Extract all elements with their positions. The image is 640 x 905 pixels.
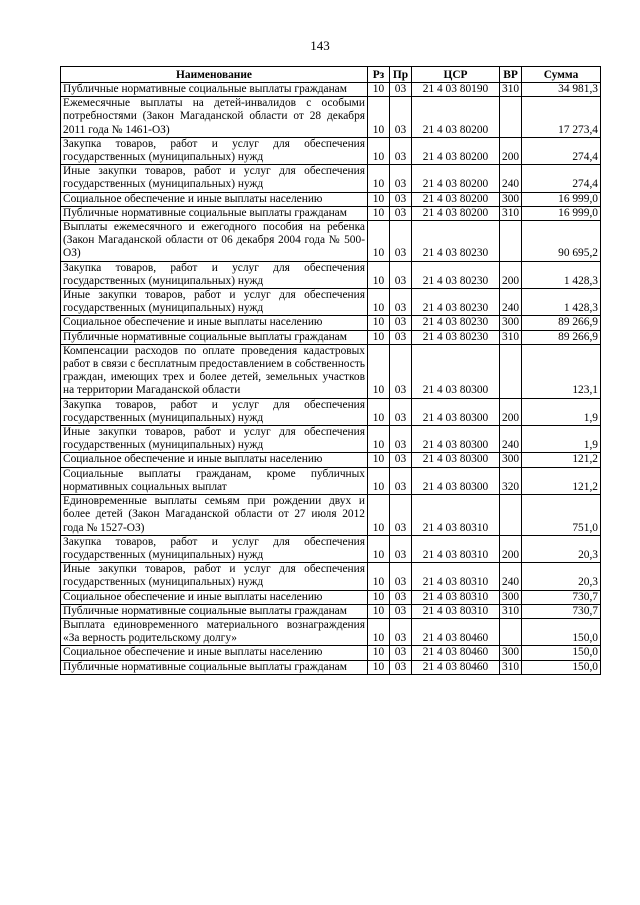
- cell-vr: 310: [500, 206, 522, 220]
- cell-vr: 310: [500, 660, 522, 674]
- cell-vr: 200: [500, 398, 522, 425]
- cell-sum: 90 695,2: [522, 221, 601, 262]
- header-sum: Сумма: [522, 67, 601, 83]
- cell-name: Иные закупки товаров, работ и услуг для обеспечения государственных (муниципальных) нужд: [61, 426, 368, 453]
- cell-pr: 03: [390, 660, 412, 674]
- cell-csr: 21 4 03 80310: [412, 590, 500, 604]
- cell-pr: 03: [390, 330, 412, 344]
- table-row: [61, 646, 601, 660]
- cell-name: Ежемесячные выплаты на детей-инвалидов с особыми потребностями (Закон Магаданской области от 28 декабря 2011 года № 1461-ОЗ): [61, 97, 368, 138]
- cell-csr: 21 4 03 80460: [412, 618, 500, 645]
- cell-rz: 10: [368, 453, 390, 467]
- cell-sum: 16 999,0: [522, 206, 601, 220]
- cell-name: Социальное обеспечение и иные выплаты населению: [61, 646, 368, 660]
- cell-vr: 320: [500, 467, 522, 494]
- cell-pr: 03: [390, 344, 412, 398]
- cell-name: Закупка товаров, работ и услуг для обеспечения государственных (муниципальных) нужд: [61, 137, 368, 164]
- cell-rz: 10: [368, 221, 390, 262]
- cell-name: Иные закупки товаров, работ и услуг для обеспечения государственных (муниципальных) нужд: [61, 289, 368, 316]
- cell-name: Единовременные выплаты семьям при рождении двух и более детей (Закон Магаданской области от 27 июля 2012 года № 1527-ОЗ): [61, 495, 368, 536]
- table-row: [61, 330, 601, 344]
- cell-name: Социальное обеспечение и иные выплаты населению: [61, 590, 368, 604]
- cell-sum: 1,9: [522, 398, 601, 425]
- cell-csr: 21 4 03 80190: [412, 83, 500, 97]
- cell-rz: 10: [368, 192, 390, 206]
- cell-vr: [500, 97, 522, 138]
- cell-vr: 240: [500, 426, 522, 453]
- cell-rz: 10: [368, 316, 390, 330]
- header-csr: ЦСР: [412, 67, 500, 83]
- table-row: [61, 316, 601, 330]
- cell-csr: 21 4 03 80230: [412, 261, 500, 288]
- cell-rz: 10: [368, 495, 390, 536]
- cell-pr: 03: [390, 83, 412, 97]
- cell-sum: 274,4: [522, 165, 601, 192]
- cell-csr: 21 4 03 80300: [412, 426, 500, 453]
- cell-pr: 03: [390, 316, 412, 330]
- cell-name: Закупка товаров, работ и услуг для обеспечения государственных (муниципальных) нужд: [61, 535, 368, 562]
- cell-vr: 310: [500, 83, 522, 97]
- table-row: [61, 563, 601, 590]
- cell-vr: [500, 618, 522, 645]
- cell-name: Выплата единовременного материального вознаграждения «За верность родительскому долгу»: [61, 618, 368, 645]
- cell-sum: 20,3: [522, 563, 601, 590]
- cell-pr: 03: [390, 590, 412, 604]
- cell-name: Компенсации расходов по оплате проведения кадастровых работ в связи с бесплатным предоставлением в собственность граждан, имеющих трех и более детей, земельных участков на территории Магаданской области: [61, 344, 368, 398]
- cell-pr: 03: [390, 535, 412, 562]
- cell-name: Выплаты ежемесячного и ежегодного пособия на ребенка (Закон Магаданской области от 06 декабря 2004 года № 500-ОЗ): [61, 221, 368, 262]
- table-row: [61, 535, 601, 562]
- cell-pr: 03: [390, 289, 412, 316]
- cell-rz: 10: [368, 206, 390, 220]
- table-row: [61, 192, 601, 206]
- cell-sum: 16 999,0: [522, 192, 601, 206]
- cell-sum: 20,3: [522, 535, 601, 562]
- cell-sum: 1 428,3: [522, 261, 601, 288]
- cell-sum: 751,0: [522, 495, 601, 536]
- cell-csr: 21 4 03 80300: [412, 453, 500, 467]
- cell-vr: 240: [500, 165, 522, 192]
- table-row: [61, 165, 601, 192]
- table-row: [61, 137, 601, 164]
- cell-csr: 21 4 03 80310: [412, 535, 500, 562]
- cell-pr: 03: [390, 467, 412, 494]
- cell-name: Публичные нормативные социальные выплаты гражданам: [61, 660, 368, 674]
- cell-name: Социальное обеспечение и иные выплаты населению: [61, 316, 368, 330]
- cell-csr: 21 4 03 80310: [412, 563, 500, 590]
- cell-csr: 21 4 03 80230: [412, 221, 500, 262]
- cell-pr: 03: [390, 453, 412, 467]
- cell-sum: 1,9: [522, 426, 601, 453]
- table-body: [61, 83, 601, 675]
- table-header-row: [61, 67, 601, 83]
- cell-name: Публичные нормативные социальные выплаты гражданам: [61, 206, 368, 220]
- cell-rz: 10: [368, 618, 390, 645]
- table-row: [61, 426, 601, 453]
- cell-pr: 03: [390, 137, 412, 164]
- cell-vr: 200: [500, 137, 522, 164]
- cell-rz: 10: [368, 97, 390, 138]
- cell-csr: 21 4 03 80200: [412, 165, 500, 192]
- cell-sum: 730,7: [522, 590, 601, 604]
- table-row: [61, 398, 601, 425]
- cell-rz: 10: [368, 398, 390, 425]
- table-row: [61, 289, 601, 316]
- cell-sum: 89 266,9: [522, 330, 601, 344]
- cell-vr: 200: [500, 261, 522, 288]
- budget-table: [60, 66, 601, 675]
- table-row: [61, 261, 601, 288]
- cell-name: Закупка товаров, работ и услуг для обеспечения государственных (муниципальных) нужд: [61, 398, 368, 425]
- cell-name: Социальное обеспечение и иные выплаты населению: [61, 453, 368, 467]
- cell-csr: 21 4 03 80230: [412, 316, 500, 330]
- header-name: Наименование: [61, 67, 368, 83]
- cell-sum: 34 981,3: [522, 83, 601, 97]
- table-row: [61, 660, 601, 674]
- cell-csr: 21 4 03 80460: [412, 660, 500, 674]
- cell-csr: 21 4 03 80300: [412, 398, 500, 425]
- cell-vr: [500, 495, 522, 536]
- cell-sum: 150,0: [522, 660, 601, 674]
- cell-vr: 200: [500, 535, 522, 562]
- cell-rz: 10: [368, 137, 390, 164]
- table-row: [61, 83, 601, 97]
- cell-name: Социальное обеспечение и иные выплаты населению: [61, 192, 368, 206]
- cell-rz: 10: [368, 83, 390, 97]
- table-row: [61, 618, 601, 645]
- cell-csr: 21 4 03 80200: [412, 192, 500, 206]
- cell-vr: 240: [500, 289, 522, 316]
- table-row: [61, 590, 601, 604]
- cell-name: Социальные выплаты гражданам, кроме публичных нормативных социальных выплат: [61, 467, 368, 494]
- header-vr: ВР: [500, 67, 522, 83]
- cell-csr: 21 4 03 80200: [412, 97, 500, 138]
- cell-csr: 21 4 03 80200: [412, 137, 500, 164]
- cell-csr: 21 4 03 80300: [412, 344, 500, 398]
- cell-vr: 240: [500, 563, 522, 590]
- table-row: [61, 453, 601, 467]
- cell-rz: 10: [368, 261, 390, 288]
- cell-name: Публичные нормативные социальные выплаты гражданам: [61, 330, 368, 344]
- cell-name: Публичные нормативные социальные выплаты гражданам: [61, 604, 368, 618]
- cell-vr: 300: [500, 192, 522, 206]
- cell-pr: 03: [390, 192, 412, 206]
- table-row: [61, 97, 601, 138]
- cell-csr: 21 4 03 80230: [412, 289, 500, 316]
- cell-rz: 10: [368, 535, 390, 562]
- cell-sum: 730,7: [522, 604, 601, 618]
- header-rz: Рз: [368, 67, 390, 83]
- cell-rz: 10: [368, 289, 390, 316]
- cell-pr: 03: [390, 646, 412, 660]
- cell-pr: 03: [390, 563, 412, 590]
- cell-sum: 150,0: [522, 618, 601, 645]
- table-row: [61, 467, 601, 494]
- table-row: [61, 206, 601, 220]
- cell-rz: 10: [368, 590, 390, 604]
- cell-vr: 300: [500, 646, 522, 660]
- cell-sum: 1 428,3: [522, 289, 601, 316]
- cell-sum: 121,2: [522, 453, 601, 467]
- cell-csr: 21 4 03 80310: [412, 495, 500, 536]
- cell-csr: 21 4 03 80310: [412, 604, 500, 618]
- cell-rz: 10: [368, 660, 390, 674]
- cell-rz: 10: [368, 330, 390, 344]
- cell-csr: 21 4 03 80300: [412, 467, 500, 494]
- table-row: [61, 344, 601, 398]
- cell-pr: 03: [390, 604, 412, 618]
- cell-pr: 03: [390, 206, 412, 220]
- cell-rz: 10: [368, 344, 390, 398]
- cell-vr: 310: [500, 604, 522, 618]
- cell-csr: 21 4 03 80460: [412, 646, 500, 660]
- cell-pr: 03: [390, 495, 412, 536]
- page-number: 143: [310, 38, 330, 53]
- cell-sum: 17 273,4: [522, 97, 601, 138]
- cell-rz: 10: [368, 563, 390, 590]
- cell-pr: 03: [390, 221, 412, 262]
- cell-sum: 150,0: [522, 646, 601, 660]
- cell-vr: [500, 221, 522, 262]
- cell-name: Закупка товаров, работ и услуг для обеспечения государственных (муниципальных) нужд: [61, 261, 368, 288]
- cell-vr: 310: [500, 330, 522, 344]
- cell-pr: 03: [390, 165, 412, 192]
- cell-sum: 89 266,9: [522, 316, 601, 330]
- cell-vr: 300: [500, 590, 522, 604]
- cell-sum: 123,1: [522, 344, 601, 398]
- cell-pr: 03: [390, 97, 412, 138]
- cell-csr: 21 4 03 80200: [412, 206, 500, 220]
- cell-rz: 10: [368, 604, 390, 618]
- table-row: [61, 221, 601, 262]
- cell-sum: 121,2: [522, 467, 601, 494]
- cell-rz: 10: [368, 467, 390, 494]
- table-row: [61, 604, 601, 618]
- cell-pr: 03: [390, 261, 412, 288]
- cell-name: Иные закупки товаров, работ и услуг для обеспечения государственных (муниципальных) нужд: [61, 165, 368, 192]
- cell-pr: 03: [390, 398, 412, 425]
- header-pr: Пр: [390, 67, 412, 83]
- cell-sum: 274,4: [522, 137, 601, 164]
- cell-rz: 10: [368, 646, 390, 660]
- cell-name: Иные закупки товаров, работ и услуг для обеспечения государственных (муниципальных) нужд: [61, 563, 368, 590]
- cell-csr: 21 4 03 80230: [412, 330, 500, 344]
- cell-vr: 300: [500, 316, 522, 330]
- cell-vr: [500, 344, 522, 398]
- cell-pr: 03: [390, 426, 412, 453]
- cell-name: Публичные нормативные социальные выплаты гражданам: [61, 83, 368, 97]
- cell-rz: 10: [368, 165, 390, 192]
- cell-pr: 03: [390, 618, 412, 645]
- cell-vr: 300: [500, 453, 522, 467]
- table-row: [61, 495, 601, 536]
- cell-rz: 10: [368, 426, 390, 453]
